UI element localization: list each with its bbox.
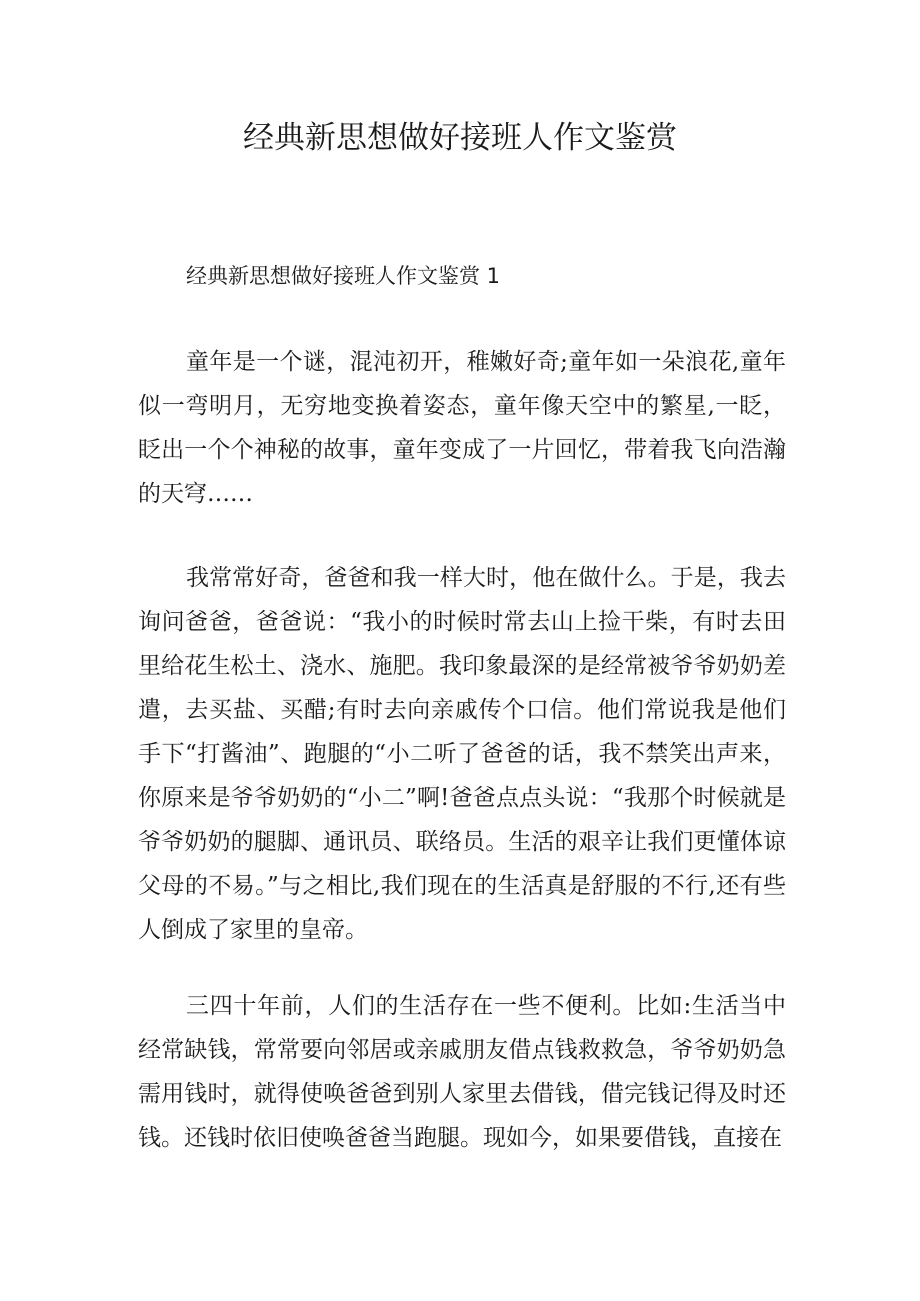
paragraph: 童年是一个谜，混沌初开，稚嫩好奇;童年如一朵浪花,童年似一弯明月，无穷地变换着姿态，童年像天空中的繁星,一眨，眨出一个个神秘的故事，童年变成了一片回忆，带着我飞向浩瀚的天穹…… bbox=[138, 349, 786, 507]
paragraph: 三四十年前，人们的生活存在一些不便利。比如:生活当中经常缺钱，常常要向邻居或亲戚朋友借点钱救救急，爷爷奶奶急需用钱时，就得使唤爸爸到别人家里去借钱，借完钱记得及时还钱。还钱时依旧使唤爸爸当跑腿。现如今，如果要借钱，直接在 bbox=[138, 993, 786, 1151]
section-heading: 经典新思想做好接班人作文鉴赏 1 bbox=[186, 264, 501, 288]
paragraph: 我常常好奇，爸爸和我一样大时，他在做什么。于是，我去询问爸爸，爸爸说：“我小的时候时常去山上捡干柴，有时去田里给花生松土、浇水、施肥。我印象最深的是经常被爷爷奶奶差遣，去买盐、买醋;有时去向亲戚传个口信。他们常说我是他们手下“打酱油”、跑腿的“小二听了爸爸的话，我不禁笑出声来，你原来是爷爷奶奶的“小二”啊!爸爸点点头说：“我那个时候就是爷爷奶奶的腿脚、通讯员、联络员。生活的艰辛让我们更懂体谅父母的不易。”与之相比,我们现在的生活真是舒服的不行,还有些人倒成了家里的皇帝。 bbox=[138, 565, 786, 943]
document-title: 经典新思想做好接班人作文鉴赏 bbox=[243, 120, 677, 156]
